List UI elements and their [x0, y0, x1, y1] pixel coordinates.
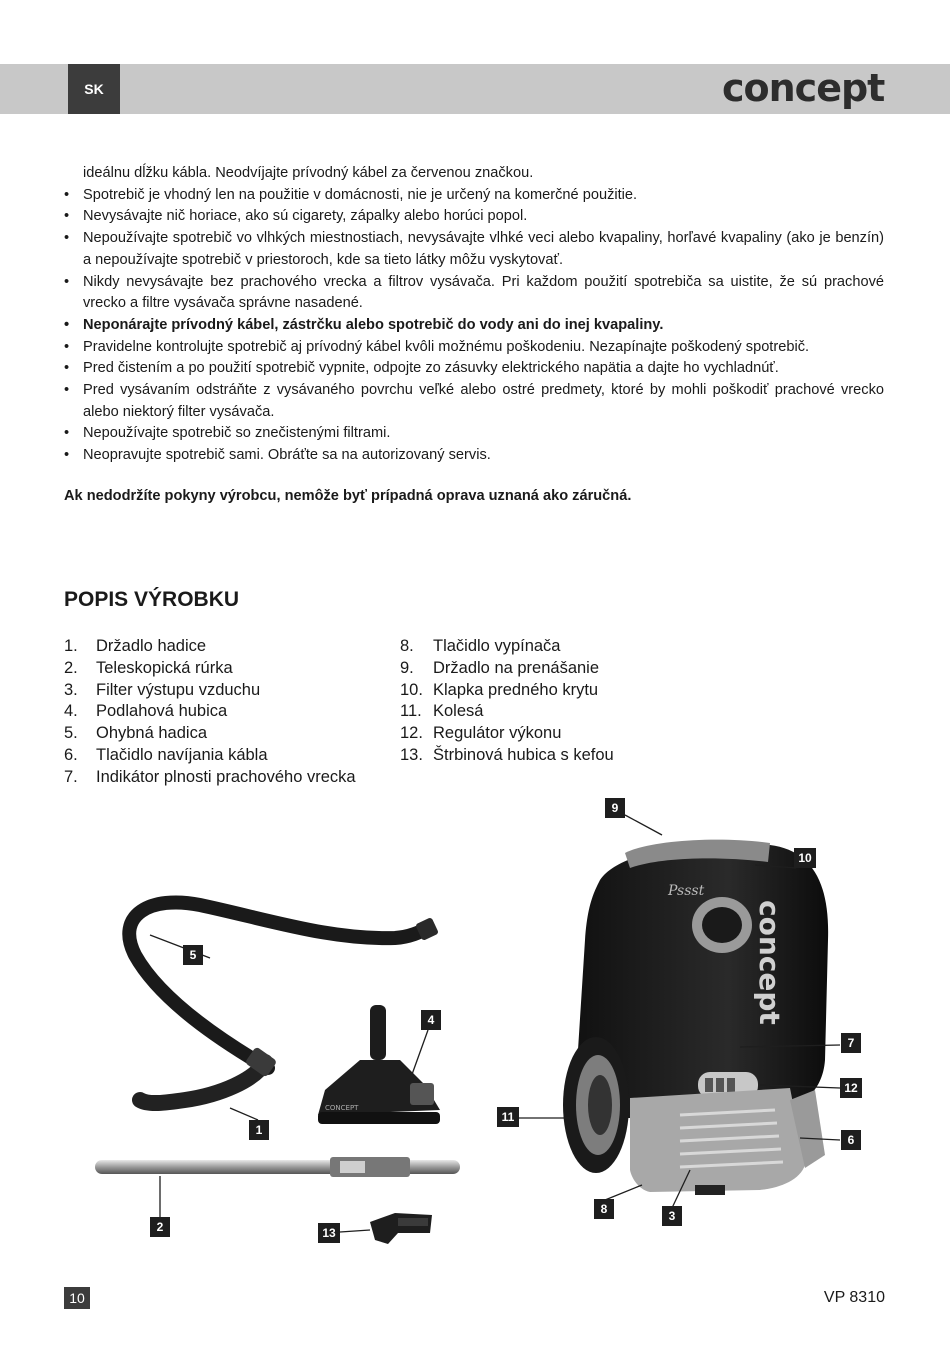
callout-11: 11 [497, 1107, 519, 1127]
part-item [400, 723, 614, 745]
part-item [64, 745, 356, 767]
safety-item-emphasis: • Neponárajte prívodný kábel, zástrčku alebo spotrebič do vody ani do inej kvapaliny. [64, 315, 884, 337]
warranty-warning: Ak nedodržíte pokyny výrobcu, nemôže byť prípadná oprava uznaná ako záručná. [64, 488, 632, 504]
safety-item: • Nikdy nevysávajte bez prachového vrecka a filtrov vysávača. Pri každom použití spotrebiča sa uistite, že sú prachové vrecko a filtre vysávača správne nasadené. [64, 272, 884, 315]
crevice-nozzle [370, 1213, 432, 1244]
callout-1: 1 [249, 1120, 269, 1140]
callout-3: 3 [662, 1206, 682, 1226]
page-number: 10 [64, 1287, 90, 1309]
body-brand: concept [753, 900, 786, 1025]
vacuum-body [563, 840, 828, 1195]
part-label: Podlahová hubica [96, 702, 228, 721]
callout-9: 9 [605, 798, 625, 818]
part-item [400, 680, 614, 702]
lid-label: Pssst [668, 883, 705, 899]
part-label: Držadlo hadice [96, 637, 207, 655]
part-label: Kolesá [433, 702, 484, 721]
safety-item: • Pred čistením a po použití spotrebič vypnite, odpojte zo zásuvky elektrického napätia a dajte ho vychladnúť. [64, 358, 884, 380]
part-label: Klapka predného krytu [433, 680, 599, 699]
callout-7: 7 [841, 1033, 861, 1053]
language-tab: SK [68, 64, 120, 114]
part-label: Ohybná hadica [96, 724, 207, 743]
callout-8: 8 [594, 1199, 614, 1219]
part-label: Regulátor výkonu [433, 724, 562, 743]
callout-12: 12 [840, 1078, 862, 1098]
part-number: 6. [64, 745, 78, 764]
telescopic-tube [95, 1157, 460, 1177]
part-item [400, 658, 614, 680]
part-item [64, 701, 356, 723]
part-label: Indikátor plnosti prachového vrecka [96, 767, 356, 786]
part-number: 8. [400, 637, 414, 655]
callout-6: 6 [841, 1130, 861, 1150]
part-label: Tlačidlo navíjania kábla [96, 745, 268, 764]
part-item [400, 701, 614, 723]
model-number: VP 8310 [823, 1289, 885, 1306]
part-number: 10. [400, 680, 423, 699]
part-number: 11. [400, 702, 422, 721]
part-item [400, 636, 614, 658]
part-number: 5. [64, 724, 78, 743]
safety-item: • Nepoužívajte spotrebič so znečistenými filtrami. [64, 423, 884, 445]
safety-item: • Neopravujte spotrebič sami. Obráťte sa na autorizovaný servis. [64, 445, 884, 467]
intro-line: ideálnu dĺžku kábla. Neodvíjajte prívodný kábel za červenou značkou. [83, 165, 534, 181]
callout-2: 2 [150, 1217, 170, 1237]
safety-item: • Pred vysávaním odstráňte z vysávaného povrchu veľké alebo ostré predmety, ktoré by mohli poškodiť prachové vrecko alebo niektorý filter vysávača. [64, 380, 884, 423]
parts-list-left [64, 636, 356, 789]
part-number: 13. [400, 745, 423, 764]
part-label: Štrbinová hubica s kefou [433, 745, 614, 764]
callout-4: 4 [421, 1010, 441, 1030]
nozzle-brand: CONCEPT [325, 1104, 359, 1112]
brand-logo: concept [722, 66, 885, 110]
safety-instructions [64, 163, 884, 467]
safety-item: • Pravidelne kontrolujte spotrebič aj prívodný kábel kvôli možnému poškodeniu. Nezapínajte poškodený spotrebič. [64, 337, 884, 359]
part-item [64, 723, 356, 745]
section-title: POPIS VÝROBKU [64, 588, 240, 611]
safety-list [64, 185, 884, 467]
part-label: Tlačidlo vypínača [433, 637, 561, 655]
part-number: 7. [64, 767, 78, 786]
part-number: 3. [64, 680, 78, 699]
callout-10: 10 [794, 848, 816, 868]
safety-item: • Nevysávajte nič horiace, ako sú cigarety, zápalky alebo horúci popol. [64, 206, 884, 228]
callout-5: 5 [183, 945, 203, 965]
part-number: 1. [64, 637, 78, 655]
part-number: 2. [64, 658, 78, 677]
part-item [400, 745, 614, 767]
part-item [64, 680, 356, 702]
safety-item: • Spotrebič je vhodný len na použitie v domácnosti, nie je určený na komerčné použitie. [64, 185, 884, 207]
part-number: 12. [400, 724, 423, 743]
safety-item: • Nepoužívajte spotrebič vo vlhkých miestnostiach, nevysávajte vlhké veci alebo kvapaliny, horľavé kvapaliny (ako je benzín) a nepoužívajte spotrebič v priestoroch, kde sa tieto látky môžu vyskytovať. [64, 228, 884, 271]
part-label: Teleskopická rúrka [96, 658, 233, 677]
parts-list-right [400, 636, 614, 767]
part-item [64, 658, 356, 680]
part-number: 4. [64, 702, 78, 721]
part-number: 9. [400, 658, 414, 677]
part-label: Držadlo na prenášanie [433, 658, 600, 677]
part-label: Filter výstupu vzduchu [96, 680, 261, 699]
callout-13: 13 [318, 1223, 340, 1243]
part-item [64, 636, 356, 658]
